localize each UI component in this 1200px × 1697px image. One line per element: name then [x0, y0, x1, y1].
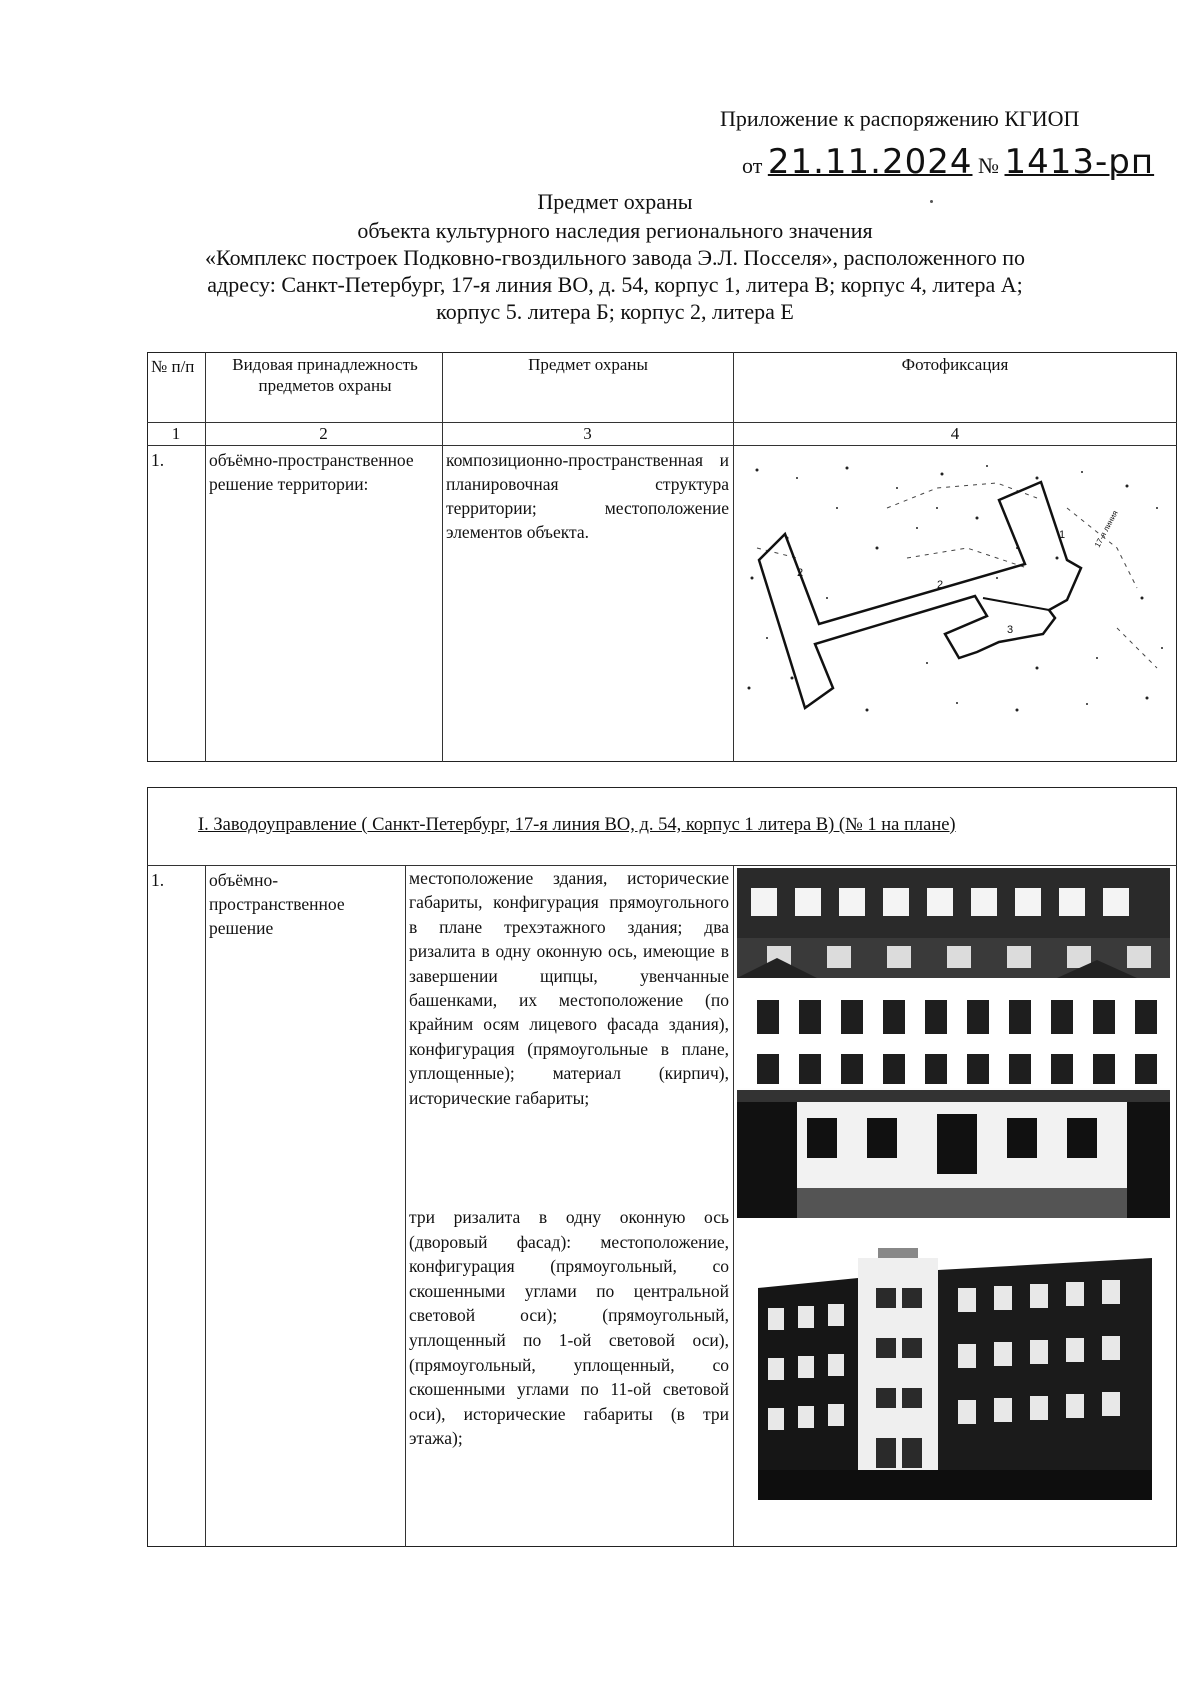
subtitle-line-5: корпус 5. литера Б; корпус 2, литера Е: [436, 299, 794, 324]
subtitle-line-2: объекта культурного наследия регионального значения: [357, 218, 873, 243]
section-row-subject-part2: три ризалита в одну оконную ось (дворовый фасад): местоположение, конфигурация (прямоугольный, со скошенными углами по центральной световой оси); (прямоугольный, уплощенный по 1-ой световой оси), (прямоугольный, уплощенный, со скошенными углами по 11-ой световой оси), исторические габариты (в три этажа);: [409, 1207, 729, 1449]
scan-mark: [930, 200, 933, 203]
section-row-subject-part1: местоположение здания, исторические габариты, конфигурация прямоугольного в плане трехэтажного здания; два ризалита в одну оконную ось, имеющие в завершении щипцы, увенчанные башенками, их местоположение (по крайним осям лицевого фасада здания), конфигурация (прямоугольные в плане, уплощенные); материал (кирпич), исторические габариты;: [409, 868, 729, 1108]
facade-photo-courtyard: [758, 1248, 1152, 1500]
col-number-2: 2: [319, 424, 328, 443]
document-subtitle: [150, 217, 1080, 325]
col-number-1: 1: [171, 424, 181, 443]
section-title: I. Заводоуправление ( Санкт-Петербург, 17-я линия ВО, д. 54, корпус 1 литера В) (№ 1 на плане): [198, 815, 956, 835]
facade-photo-front: [737, 868, 1170, 1218]
header-photo: Фотофиксация: [901, 355, 1009, 374]
col-number-3: 3: [583, 424, 592, 443]
row-type: объёмно-пространственное решение территории:: [209, 450, 414, 494]
subtitle-line-4: адресу: Санкт-Петербург, 17-я линия ВО, д. 54, корпус 1, литера В; корпус 4, литера А;: [207, 272, 1023, 297]
date-prefix: от: [742, 153, 763, 178]
order-date: 21.11.2024: [767, 142, 973, 182]
document-title: Предмет охраны: [537, 189, 693, 214]
plan-label-1: 1: [1059, 529, 1066, 541]
section-row-type: объёмно-пространственное решение: [209, 870, 345, 938]
header-num: № п/п: [151, 357, 195, 376]
header-type: Видовая принадлежность предметов охраны: [232, 355, 418, 395]
order-number: 1413-рп: [1004, 142, 1155, 182]
section-row-number: 1.: [151, 870, 165, 890]
plan-label-2-left: 2: [797, 567, 804, 579]
number-prefix: №: [978, 153, 999, 178]
row-number: 1.: [151, 450, 165, 470]
appendix-label: Приложение к распоряжению КГИОП: [720, 106, 1080, 131]
subtitle-line-3: «Комплекс построек Подковно-гвоздильного завода Э.Л. Посселя», расположенного по: [205, 245, 1025, 270]
row-subject: композиционно-пространственная и планировочная структура территории; местоположение элементов объекта.: [446, 450, 729, 542]
plan-label-2-center: 2: [937, 579, 944, 591]
plan-street-label: 17-я линия: [1092, 508, 1120, 549]
header-subject: Предмет охраны: [528, 355, 648, 374]
site-plan-image: [737, 448, 1173, 718]
order-date-line: [742, 142, 1154, 182]
col-number-4: 4: [950, 424, 960, 443]
plan-label-3: 3: [1007, 624, 1014, 636]
